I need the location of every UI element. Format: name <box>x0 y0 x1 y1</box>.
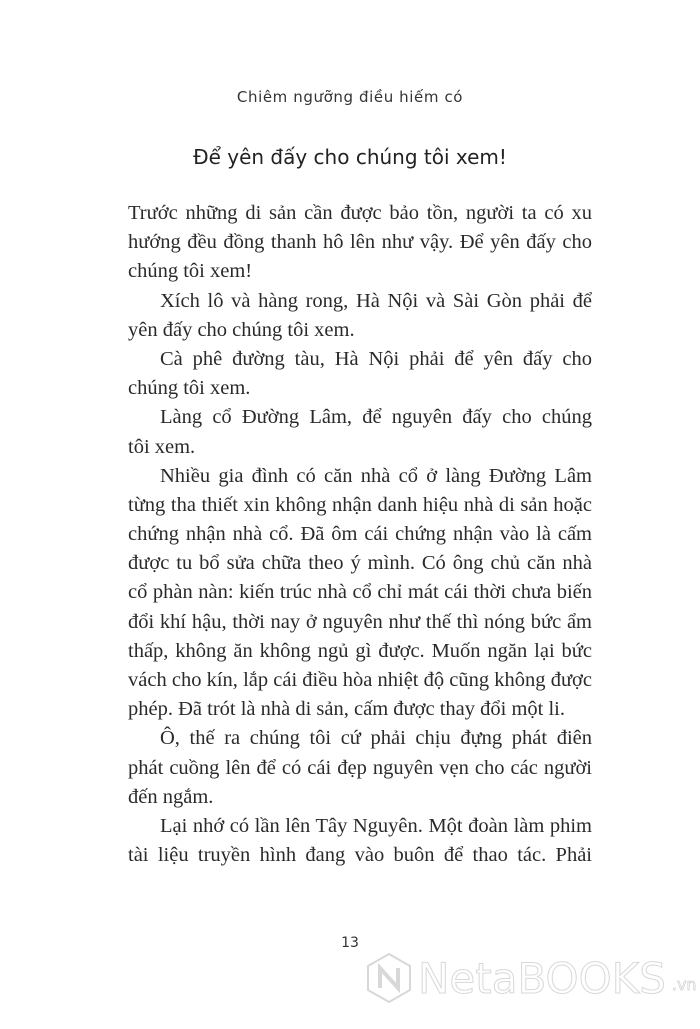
paragraph-line: từng tha thiết xin không nhận danh hiệu nhà di sản hoặc <box>128 493 592 516</box>
paragraph-line: Làng cổ Đường Lâm, để nguyên đấy cho chúng <box>160 406 592 429</box>
paragraph-line: phép. Đã trót là nhà di sản, cấm được thay đổi một li. <box>128 698 565 721</box>
paragraph-line: chúng tôi xem. <box>128 377 251 400</box>
watermark-brand: NetaBOOKS <box>418 953 666 1003</box>
paragraph-line: tôi xem. <box>128 435 196 458</box>
paragraph-line: thấp, không ăn không ngủ gì được. Muốn ngăn lại bức <box>128 639 592 662</box>
paragraph-line: Nhiều gia đình có căn nhà cổ ở làng Đường Lâm <box>160 464 592 487</box>
paragraph-line: vách cho kín, lắp cái điều hòa nhiệt độ cũng không được <box>128 669 592 691</box>
page-number: 13 <box>341 935 359 951</box>
paragraph-line: Trước những di sản cần được bảo tồn, người ta có xu <box>128 202 592 224</box>
paragraph-line: chứng nhận nhà cổ. Đã ôm cái chứng nhận vào là cấm <box>128 523 592 546</box>
chapter-title: Để yên đấy cho chúng tôi xem! <box>193 145 507 169</box>
body-text <box>128 199 592 870</box>
paragraph-line: yên đấy cho chúng tôi xem. <box>128 318 355 341</box>
paragraph-line: Ô, thế ra chúng tôi cứ phải chịu đựng phát điên <box>160 727 592 750</box>
running-header: Chiêm ngưỡng điều hiếm có <box>236 88 464 106</box>
paragraph-line: được tu bổ sửa chữa theo ý mình. Có ông chủ căn nhà <box>128 552 592 575</box>
netabooks-logo-icon <box>366 952 412 1004</box>
paragraph-line: cổ phàn nàn: kiến trúc nhà cổ chỉ mát cái thời chưa biến <box>128 581 592 604</box>
paragraph-line: tài liệu truyền hình đang vào buôn để thao tác. Phải <box>128 844 592 867</box>
paragraph-line: Lại nhớ có lần lên Tây Nguyên. Một đoàn làm phim <box>160 814 592 837</box>
watermark-suffix: .vn <box>671 975 697 994</box>
paragraph-line: phát cuồng lên để có cái đẹp nguyên vẹn cho các người <box>128 756 592 779</box>
paragraph-line: chúng tôi xem! <box>128 260 253 283</box>
paragraph-line: hướng đều đồng thanh hô lên như vậy. Để yên đấy cho <box>128 231 592 254</box>
paragraph-line: đến ngắm. <box>128 785 214 808</box>
paragraph-line: Xích lô và hàng rong, Hà Nội và Sài Gòn phải để <box>160 289 592 312</box>
paragraph-line: đổi khí hậu, thời nay ở nguyên như thế thì nóng bức ẩm <box>128 610 592 633</box>
watermark-logo <box>366 952 697 1004</box>
paragraph-line: Cà phê đường tàu, Hà Nội phải để yên đấy cho <box>160 347 592 370</box>
